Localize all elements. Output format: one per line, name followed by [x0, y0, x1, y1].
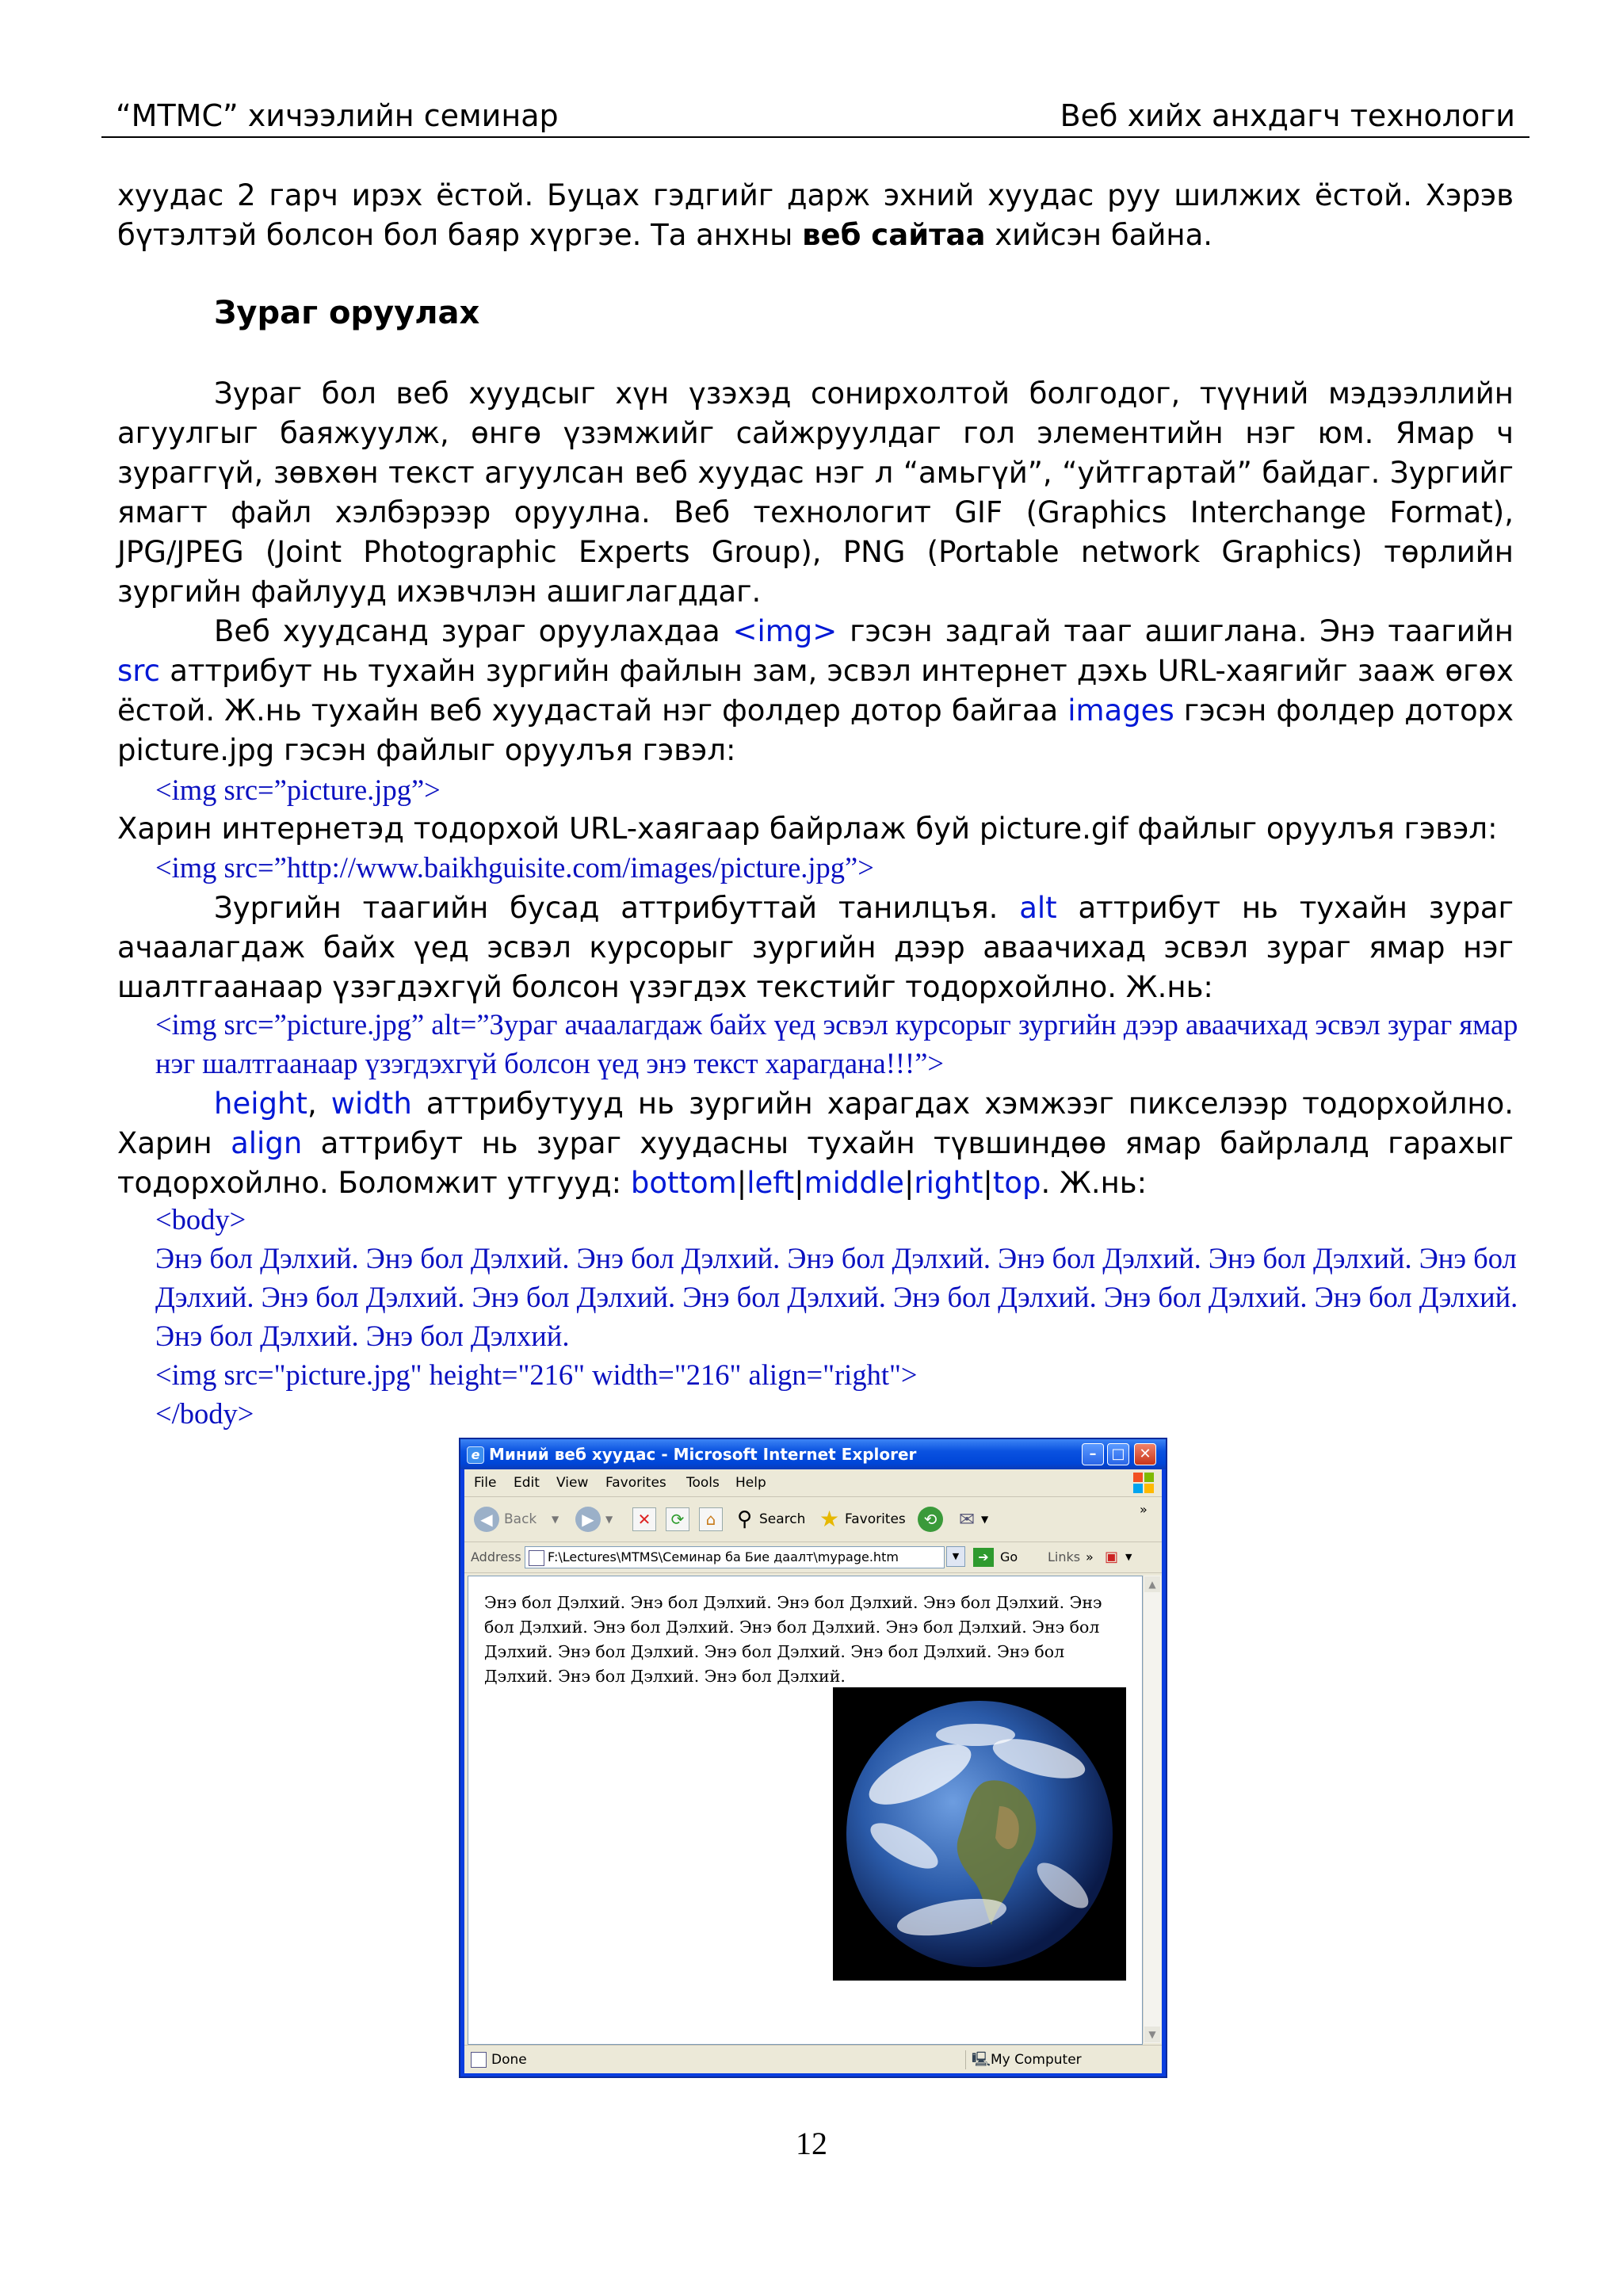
menu-tools[interactable]: Tools [686, 1475, 720, 1491]
windows-logo-icon [1133, 1473, 1154, 1493]
go-button-label[interactable]: Go [1000, 1549, 1018, 1564]
close-icon[interactable]: ✕ [1134, 1443, 1156, 1465]
ie-logo-icon: e [467, 1446, 484, 1464]
minimize-icon[interactable]: – [1082, 1443, 1104, 1465]
paragraph-url: Харин интернетэд тодорхой URL-хаягаар байрлаж буй picture.gif файлыг оруулъя гэвэл: [117, 812, 1498, 846]
back-button-label[interactable]: Back [504, 1511, 537, 1527]
status-divider [965, 2050, 966, 2069]
search-icon[interactable]: ⚲ [737, 1507, 753, 1531]
scroll-up-icon[interactable]: ▲ [1144, 1576, 1160, 1592]
code-body-close: </body> [155, 1397, 254, 1430]
address-label: Address [471, 1549, 521, 1564]
vertical-scrollbar[interactable] [1143, 1576, 1161, 2043]
status-zone: My Computer [991, 2052, 1082, 2068]
address-dropdown-icon[interactable]: ▼ [946, 1546, 965, 1567]
address-bar [464, 1542, 1162, 1573]
menu-view[interactable]: View [556, 1475, 589, 1491]
browser-title: Миний веб хуудас - Microsoft Internet Explorer [489, 1445, 917, 1464]
refresh-icon[interactable]: ⟳ [666, 1507, 689, 1531]
intro-bold-term: веб сайтаа [802, 218, 986, 252]
paragraph-alt: Зургийн таагийн бусад аттрибуттай танилцъя. alt аттрибут нь тухайн зураг ачаалагдаж байх үед эсвэл курсорыг зургийн дээр аваачихад эсвэл зураг ямар нэг шалтгаанаар үзэгдэхгүй болсон үзэгдэх текстийг тодорхойлно. Ж.нь: [117, 891, 1514, 1004]
back-dropdown-icon[interactable]: ▼ [552, 1514, 559, 1525]
earth-image [833, 1687, 1126, 1981]
keyword-alt: alt [1019, 891, 1057, 925]
header-chapter-title: Веб хийх анхдагч технологи [1060, 98, 1515, 133]
paragraph-img-tag: Веб хуудсанд зураг оруулахдаа <img> гэсэн задгай тааг ашиглана. Энэ таагийн src аттрибут нь тухайн зургийн файлын зам, эсвэл интернет дэхь URL-хаягийг зааж өгөх ёстой. Ж.нь тухайн веб хуудастай нэг фолдер дотор байгаа images гэсэн фолдер доторх picture.jpg гэсэн файлыг оруулъя гэвэл: [117, 614, 1514, 767]
menu-help[interactable]: Help [735, 1475, 766, 1491]
page-done-icon [471, 2052, 487, 2068]
favorites-button-label[interactable]: Favorites [845, 1511, 906, 1527]
browser-page-text: Энэ бол Дэлхий. Энэ бол Дэлхий. Энэ бол Дэлхий. Энэ бол Дэлхий. Энэ бол Дэлхий. Энэ бол Дэлхий. Энэ бол Дэлхий. Энэ бол Дэлхий. Энэ бол Дэлхий. Энэ бол Дэлхий. Энэ бол Дэлхий. Энэ бол Дэлхий. Энэ бол Дэлхий. Энэ бол Дэлхий. Энэ бол Дэлхий. [484, 1593, 1102, 1686]
address-value: F:\Lectures\MTMS\Семинар ба Бие даалт\mypage.htm [548, 1549, 899, 1564]
code-body-open: <body> [155, 1203, 246, 1236]
page-icon [529, 1550, 544, 1566]
scroll-down-icon[interactable]: ▼ [1144, 2027, 1160, 2042]
search-button-label[interactable]: Search [759, 1511, 806, 1527]
links-overflow-icon[interactable]: » [1086, 1549, 1094, 1564]
home-icon[interactable]: ⌂ [699, 1507, 723, 1531]
code-example-3: <img src=”picture.jpg” alt=”Зураг ачаалагдаж байх үед эсвэл курсорыг зургийн дээр аваачихад эсвэл зураг ямар нэг шалтгаанаар үзэгдэхгүй болсон үед энэ текст харагдана!!!”> [155, 1008, 1518, 1079]
back-arrow-icon[interactable]: ◀ [474, 1507, 499, 1532]
browser-content-area [468, 1576, 1143, 2045]
tools-extension-icon[interactable]: ▣ [1105, 1549, 1119, 1565]
browser-toolbar [464, 1497, 1162, 1542]
forward-arrow-icon[interactable]: ▶ [575, 1507, 601, 1532]
intro-paragraph: хуудас 2 гарч ирэх ёстой. Буцах гэдгийг дарж эхний хуудас руу шилжих ёстой. Хэрэв бүтэлтэй болсон бол баяр хүргэе. Та анхны веб сайтаа хийсэн байна. [117, 178, 1514, 252]
toolbar-overflow-icon[interactable]: » [1140, 1502, 1148, 1517]
go-arrow-icon[interactable]: ➔ [973, 1548, 994, 1567]
value-right: right [914, 1166, 983, 1200]
paragraph-images-intro: Зураг бол веб хуудсыг хүн үзэхэд сонирхолтой болгодог, түүний мэдээллийн агуулгыг баяжуулж, өнгө үзэмжийг сайжруулдаг гол элементийн нэг юм. Ямар ч зураггүй, зөвхөн текст агуулсан веб хуудас нэг л “амьгүй”, “уйтгартай” байдаг. Зургийг ямагт файл хэлбэрээр оруулна. Веб технологит GIF (Graphics Interchange Format), JPG/JPEG (Joint Photographic Experts Group), PNG (Portable network Graphics) төрлийн зургийн файлууд ихэвчлэн ашиглагддаг. [117, 376, 1514, 609]
address-input[interactable] [525, 1546, 945, 1568]
page-number: 12 [796, 2126, 827, 2161]
browser-menubar [464, 1469, 1162, 1497]
history-icon[interactable]: ⟲ [918, 1507, 943, 1532]
keyword-img: <img> [732, 614, 838, 648]
browser-window-screenshot [459, 1438, 1167, 2078]
code-example-2: <img src=”http://www.baikhguisite.com/images/picture.jpg”> [155, 851, 874, 884]
keyword-align: align [231, 1126, 303, 1160]
code-body-text: Энэ бол Дэлхий. Энэ бол Дэлхий. Энэ бол Дэлхий. Энэ бол Дэлхий. Энэ бол Дэлхий. Энэ бол Дэлхий. Энэ бол Дэлхий. Энэ бол Дэлхий. Энэ бол Дэлхий. Энэ бол Дэлхий. Энэ бол Дэлхий. Энэ бол Дэлхий. Энэ бол Дэлхий. Энэ бол Дэлхий. Энэ бол Дэлхий. [155, 1242, 1518, 1352]
forward-dropdown-icon[interactable]: ▼ [605, 1514, 613, 1525]
maximize-icon[interactable]: □ [1107, 1443, 1129, 1465]
menu-file[interactable]: File [474, 1475, 497, 1491]
value-middle: middle [804, 1166, 904, 1200]
keyword-height: height [214, 1087, 307, 1121]
mail-dropdown-icon[interactable]: ▼ [981, 1514, 989, 1525]
browser-chrome [464, 1469, 1162, 2073]
favorites-star-icon[interactable]: ★ [819, 1506, 840, 1532]
paragraph-size-align: height, width аттрибутууд нь зургийн харагдах хэмжээг пикселээр тодорхойлно. Харин align аттрибут нь зураг хуудасны тухайн түвшиндөө ямар байрлалд гарахыг тодорхойлно. Боломжит утгууд: bottom|left|middle|right|top. Ж.нь: [117, 1087, 1514, 1200]
browser-status-bar [464, 2045, 1162, 2074]
keyword-images: images [1067, 693, 1174, 728]
header-course-title: “МТМС” хичээлийн семинар [116, 98, 559, 133]
menu-edit[interactable]: Edit [514, 1475, 540, 1491]
browser-title-bar [460, 1439, 1166, 1469]
page-header [101, 97, 1529, 138]
earth-globe-illustration [833, 1687, 1126, 1981]
stop-icon[interactable]: ✕ [632, 1507, 656, 1531]
menu-favorites[interactable]: Favorites [605, 1475, 666, 1491]
status-done: Done [491, 2052, 527, 2068]
my-computer-icon: 🖳 [972, 2051, 991, 2068]
code-img-tag: <img src="picture.jpg" height="216" width="216" align="right"> [155, 1358, 918, 1391]
keyword-width: width [330, 1087, 412, 1121]
value-bottom: bottom [630, 1166, 737, 1200]
extension-dropdown-icon[interactable]: ▼ [1125, 1552, 1132, 1562]
links-label[interactable]: Links [1048, 1549, 1081, 1564]
value-left: left [747, 1166, 795, 1200]
section-title: Зураг оруулах [214, 295, 480, 331]
keyword-src: src [117, 654, 161, 688]
code-example-1: <img src=”picture.jpg”> [155, 774, 441, 806]
mail-icon[interactable]: ✉ [959, 1508, 976, 1530]
code-example-4 [155, 1200, 1518, 1433]
value-top: top [992, 1166, 1041, 1200]
